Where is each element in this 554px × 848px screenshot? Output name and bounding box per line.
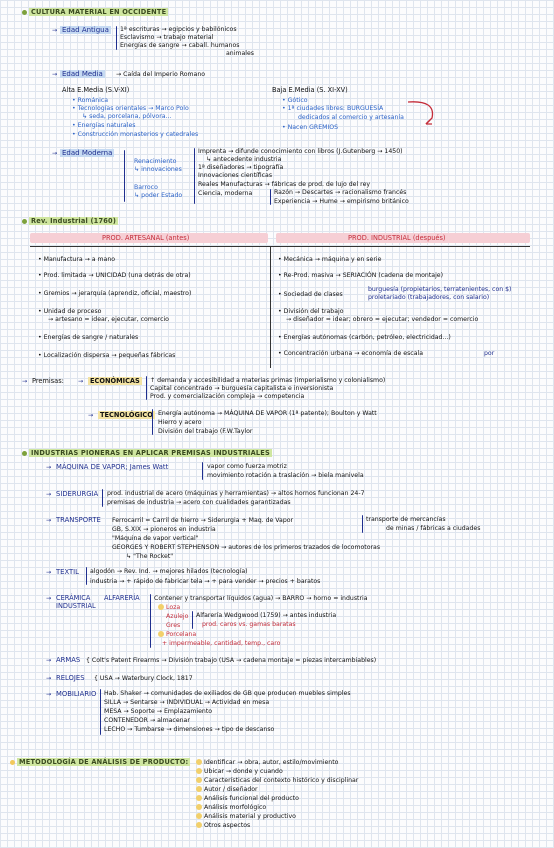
mobiliario-line: SILLA → Sentarse → INDIVIDUAL → Actividad en mesa xyxy=(104,699,270,706)
antigua-line: Esclavismo → trabajo material xyxy=(120,34,214,41)
edad-media-text: → Caída del Imperio Romano xyxy=(116,71,206,78)
arrow-icon: → xyxy=(22,378,28,385)
label-edad-moderna: Edad Moderna xyxy=(62,149,113,157)
arrow-icon: → xyxy=(46,657,52,664)
mobiliario-label: MOBILIARIO xyxy=(56,690,97,698)
tecnologico-label: TECNOLÓGICO xyxy=(100,411,153,419)
antigua-line: Energías de sangre → caball. humanos xyxy=(120,42,240,49)
brace xyxy=(100,689,101,735)
alta-line: • Románica xyxy=(72,97,109,104)
artesanal-line: • Manufactura → a mano xyxy=(38,256,116,263)
section-title-metodologia: METODOLOGÍA DE ANÁLISIS DE PRODUCTO: xyxy=(19,758,189,766)
ceramica-item: Loza xyxy=(158,604,180,611)
label-edad-antigua: Edad Antigua xyxy=(62,26,109,34)
innovaciones-label: ↳ innovaciones xyxy=(134,166,182,173)
textil-label: TEXTIL xyxy=(56,568,79,576)
siderurgia-line: premisas de industria → acero con cualidades garantizadas xyxy=(107,499,291,506)
ceramica-item: Gres xyxy=(166,622,181,629)
arrow-icon: → xyxy=(52,71,58,78)
moderna-line: 1ª diseñadores → tipografía xyxy=(198,164,284,171)
ceramica-line: Contener y transportar líquidos (agua) → BARRO → horno = industria xyxy=(154,595,368,602)
artesanal-line: • Unidad de proceso xyxy=(38,308,102,315)
baja-media-title: Baja E.Media (S. XI-XV) xyxy=(272,86,348,94)
arrow-icon: → xyxy=(46,675,52,682)
section-title-rev-industrial: Rev. Industrial (1760) xyxy=(31,217,117,225)
brace xyxy=(124,150,125,202)
header-industrial: PROD. INDUSTRIAL (después) xyxy=(348,234,446,242)
industrial-line: • Sociedad de clases xyxy=(278,291,343,298)
renacimiento-label: Renacimiento xyxy=(134,158,177,165)
baja-line: • 1ª ciudades libres: BURGUESÍA xyxy=(282,105,384,112)
brace xyxy=(270,189,271,205)
number-5-icon xyxy=(196,795,202,801)
moderna-line: Reales Manufacturas → fábricas de prod. de lujo del rey xyxy=(198,181,371,188)
premisas-label: Premisas: xyxy=(32,377,64,385)
mobiliario-line: MESA → Soporte → Emplazamiento xyxy=(104,708,213,715)
number-8-icon xyxy=(196,822,202,828)
relojes-label: RELOJES xyxy=(56,674,85,682)
moderna-line: Ciencia, moderna xyxy=(198,190,253,197)
moderna-line: Razón → Descartes → racionalismo francés xyxy=(274,189,407,196)
economicas-label: ECONÓMICAS xyxy=(90,377,140,385)
industrial-line: • Concentración urbana → economía de escala xyxy=(278,350,423,357)
header-artesanal: PROD. ARTESANAL (antes) xyxy=(102,234,190,242)
baja-line: dedicados al comercio y artesanía xyxy=(298,114,404,121)
number-7-icon xyxy=(196,813,202,819)
metodo-item: Otros aspectos xyxy=(196,822,250,829)
alfareria-label: ALFARERÍA xyxy=(104,594,140,602)
baja-line: • Gótico xyxy=(282,97,308,104)
alta-line: • Construcción monasterios y catedrales xyxy=(72,131,199,138)
label-edad-media: Edad Media xyxy=(62,70,103,78)
mobiliario-line: LECHO → Tumbarse → dimensiones → tipo de descanso xyxy=(104,726,275,733)
artesanal-line: → artesano = idear, ejecutar, comercio xyxy=(48,316,169,323)
tecnologico-line: Energía autónoma → MÁQUINA DE VAPOR (1ª patente); Boulton y Watt xyxy=(158,410,377,417)
section-title-cultura: CULTURA MATERIAL EN OCCIDENTE xyxy=(31,8,167,16)
baja-line: • Nacen GREMIOS xyxy=(282,124,339,131)
industrial-line: → diseñador = idear; obrero = ejecutar; vendedor = comercio xyxy=(286,316,479,323)
brace xyxy=(116,26,117,50)
metodo-item: Análisis morfológico xyxy=(196,804,266,811)
artesanal-line: • Localización dispersa → pequeñas fábricas xyxy=(38,352,176,359)
brace xyxy=(152,409,153,435)
industrial-line: burguesía (propietarios, terratenientes, con $) xyxy=(368,286,512,293)
vapor-line: vapor como fuerza motriz xyxy=(207,463,287,470)
industrial-line: proletariado (trabajadores, con salario) xyxy=(368,294,490,301)
divider xyxy=(270,246,271,368)
arrow-icon: → xyxy=(46,595,52,602)
arrow-icon: → xyxy=(46,464,52,471)
artesanal-line: • Energías de sangre / naturales xyxy=(38,334,139,341)
metodo-item: Identificar → obra, autor, estilo/movimiento xyxy=(196,759,338,766)
number-6-icon xyxy=(196,804,202,810)
number-4-icon xyxy=(196,786,202,792)
brace xyxy=(202,462,203,480)
curved-arrow-icon xyxy=(406,98,440,128)
mobiliario-line: CONTENEDOR → almacenar xyxy=(104,717,190,724)
armas-label: ARMAS xyxy=(56,656,81,664)
industrial-line: • Energías autónomas (carbón, petróleo, electricidad...) xyxy=(278,334,451,341)
arrow-icon: → xyxy=(52,150,58,157)
arrow-icon: → xyxy=(46,569,52,576)
ceramica-line: + impermeable, cantidad, temp., caro xyxy=(162,640,281,647)
economicas-line: ↑ demanda y accesibilidad a materias primas (imperialismo y colonialismo) xyxy=(150,377,386,384)
textil-line: industria → + rápido de fabricar tela → + para vender → precios + baratos xyxy=(90,578,321,585)
transporte-label: TRANSPORTE xyxy=(56,516,101,524)
number-2-icon xyxy=(196,768,202,774)
economicas-line: Capital concentrado → burguesía capitalista e inversionista xyxy=(150,385,334,392)
transporte-line: ↳ "The Rocket" xyxy=(126,553,174,560)
brace xyxy=(192,611,193,629)
tecnologico-line: División del trabajo (F.W.Taylor xyxy=(158,428,253,435)
section-bullet xyxy=(22,10,27,15)
arrow-icon: → xyxy=(46,691,52,698)
ceramica-line: prod. caros vs. gamas baratas xyxy=(202,621,296,628)
artesanal-line: • Prod. limitada → UNICIDAD (una detrás de otra) xyxy=(38,272,191,279)
metodo-item: Características del contexto histórico y disciplinar xyxy=(196,777,358,784)
vapor-line: movimiento rotación a traslación → biela manivela xyxy=(207,472,364,479)
arrow-icon: → xyxy=(46,491,52,498)
brace xyxy=(362,515,363,533)
ceramica-label: CERÁMICA xyxy=(56,594,91,602)
antigua-line: 1ª escrituras → egipcios y babilónicos xyxy=(120,26,237,33)
section-bullet xyxy=(10,760,15,765)
section-bullet xyxy=(22,451,27,456)
moderna-line: Experiencia → Hume → empirismo británico xyxy=(274,198,409,205)
brace xyxy=(194,148,195,204)
brace xyxy=(102,489,103,507)
industrial-line: • Mecánica → máquina y en serie xyxy=(278,256,382,263)
industrial-line: por xyxy=(484,350,495,357)
textil-line: algodón → Rev. Ind. → mejores hilados (tecnología) xyxy=(90,568,248,575)
brace xyxy=(86,567,87,585)
industrial-line: • División del trabajo xyxy=(278,308,344,315)
relojes-line: { USA → Waterbury Clock, 1817 xyxy=(94,675,193,682)
arrow-icon: → xyxy=(78,378,84,385)
arrow-icon: → xyxy=(46,517,52,524)
barroco-label: Barroco xyxy=(134,184,158,191)
brace xyxy=(150,594,151,648)
metodo-item: Autor / diseñador xyxy=(196,786,258,793)
siderurgia-label: SIDERURGIA xyxy=(56,490,99,498)
alta-line: • Energías naturales xyxy=(72,122,136,129)
transporte-line: transporte de mercancías xyxy=(366,516,446,523)
ceramica-line: Alfarería Wedgwood (1759) → antes industria xyxy=(196,612,337,619)
siderurgia-line: prod. industrial de acero (máquinas y herramientas) → altos hornos funcionan 24-7 xyxy=(107,490,365,497)
moderna-line: Imprenta → difunde conocimiento con libros (J.Gutenberg → 1450) xyxy=(198,148,403,155)
minus-circle-icon xyxy=(158,604,164,610)
transporte-line: Ferrocarril = Carril de hierro → Siderurgia + Maq. de Vapor xyxy=(112,517,294,524)
vapor-label: MÁQUINA DE VAPOR; James Watt xyxy=(56,463,169,471)
tecnologico-line: Hierro y acero xyxy=(158,419,202,426)
transporte-line: "Máquina de vapor vertical" xyxy=(112,535,199,542)
moderna-line: ↳ antecedente industria xyxy=(206,156,282,163)
ceramica-label: INDUSTRIAL xyxy=(56,602,96,610)
moderna-line: Innovaciones científicas xyxy=(198,172,273,179)
economicas-line: Prod. y comercialización compleja → competencia xyxy=(150,393,305,400)
alta-media-title: Alta E.Media (S.V-XI) xyxy=(62,86,130,94)
transporte-line: GEORGES Y ROBERT STEPHENSON → autores de los primeros trazados de locomotoras xyxy=(112,544,381,551)
divider xyxy=(30,246,530,247)
number-3-icon xyxy=(196,777,202,783)
antigua-line: animales xyxy=(226,50,255,57)
transporte-line: GB, S.XIX → pioneros en industria xyxy=(112,526,216,533)
section-title-industrias: INDUSTRIAS PIONERAS EN APLICAR PREMISAS INDUSTRIALES xyxy=(31,449,270,457)
alta-line: ↳ seda, porcelana, pólvora... xyxy=(82,113,172,120)
poder-estado-label: ↳ poder Estado xyxy=(134,192,183,199)
alta-line: • Tecnologías orientales → Marco Polo xyxy=(72,105,189,112)
number-1-icon xyxy=(196,759,202,765)
artesanal-line: • Gremios → jerarquía (aprendiz, oficial, maestro) xyxy=(38,290,192,297)
metodo-item: Ubicar → donde y cuando xyxy=(196,768,283,775)
section-bullet xyxy=(22,219,27,224)
ceramica-item: Azulejo xyxy=(166,613,189,620)
arrow-icon: → xyxy=(52,27,58,34)
ceramica-item: Porcelana xyxy=(158,631,196,638)
transporte-line: de minas / fábricas a ciudades xyxy=(386,525,481,532)
armas-line: { Colt's Patent Firearms → División trabajo (USA → cadena montaje = piezas intercambiables) xyxy=(86,657,377,664)
arrow-icon: → xyxy=(88,412,94,419)
plus-circle-icon xyxy=(158,631,164,637)
brace xyxy=(146,376,147,400)
industrial-line: • Re-Prod. masiva → SERIACIÓN (cadena de montaje) xyxy=(278,272,444,279)
metodo-item: Análisis funcional del producto xyxy=(196,795,299,802)
metodo-item: Análisis material y productivo xyxy=(196,813,296,820)
mobiliario-line: Hab. Shaker → comunidades de exiliados de GB que producen muebles simples xyxy=(104,690,351,697)
